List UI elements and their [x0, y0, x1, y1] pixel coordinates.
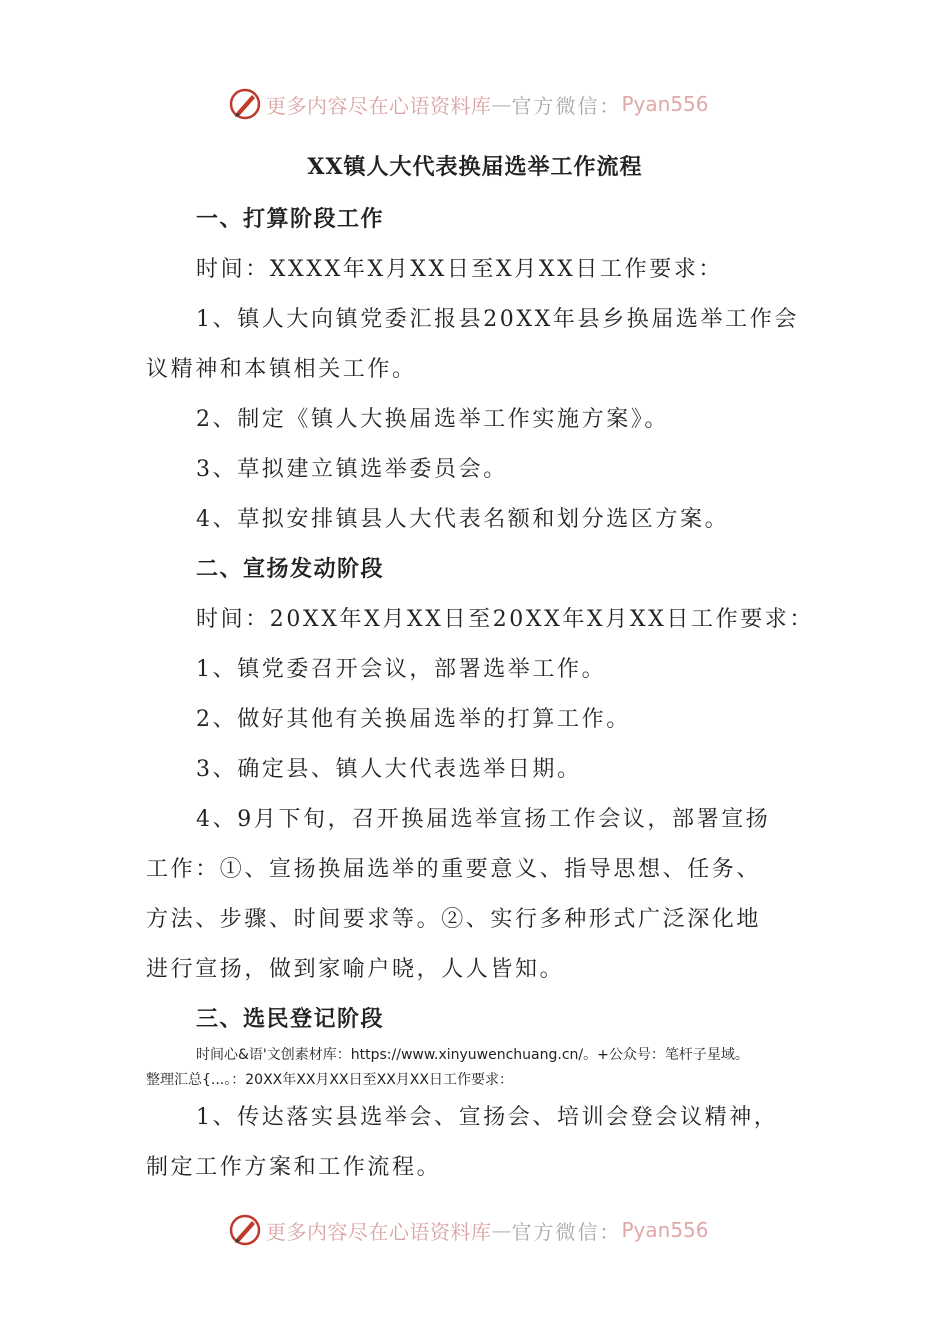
section-1-item-1-cont: 议精神和本镇相关工作。 [146, 357, 417, 382]
section-3-note-2: 整理汇总{...。：20XX年XX月XX日至XX月XX日工作要求： [146, 1072, 513, 1088]
section-2-item-4-cont-2: 方法、步骤、时间要求等。②、实行多种形式广泛深化地 [146, 907, 762, 932]
footer-banner [228, 1210, 709, 1250]
section-1-heading: 一、打算阶段工作 [196, 206, 385, 232]
section-2-heading: 二、宣扬发动阶段 [196, 556, 385, 582]
section-3-item-1-cont: 制定工作方案和工作流程。 [146, 1155, 442, 1180]
header-banner [228, 84, 709, 124]
banner-dash: — [491, 1218, 512, 1242]
section-1-item-2: 2、制定《镇人大换届选举工作实施方案》。 [196, 407, 669, 432]
section-2-item-4-cont-3: 进行宣扬，做到家喻户晓，人人皆知。 [146, 957, 565, 982]
section-2-item-2: 2、做好其他有关换届选举的打算工作。 [196, 707, 631, 732]
banner-dash: — [491, 92, 512, 116]
section-2-time: 时间：20XX年X月XX日至20XX年X月XX日工作要求： [196, 607, 815, 632]
banner-wechat-id: Pyan556 [621, 92, 709, 116]
section-2-item-4: 4、9月下旬，召开换届选举宣扬工作会议，部署宣扬 [196, 807, 771, 832]
section-1-time: 时间：XXXX年X月XX日至X月XX日工作要求： [196, 257, 724, 282]
pen-logo-icon [228, 1213, 262, 1247]
section-1-item-3: 3、草拟建立镇选举委员会。 [196, 457, 508, 482]
section-2-item-3: 3、确定县、镇人大代表选举日期。 [196, 757, 582, 782]
pen-logo-icon [228, 87, 262, 121]
section-1-item-4: 4、草拟安排镇县人大代表名额和划分选区方案。 [196, 507, 730, 532]
section-2-item-1: 1、镇党委召开会议，部署选举工作。 [196, 657, 607, 682]
banner-wechat-id: Pyan556 [621, 1218, 709, 1242]
section-2-item-4-cont-1: 工作：①、宣扬换届选举的重要意义、指导思想、任务、 [146, 857, 762, 882]
banner-wechat-label: 官方微信： [511, 1219, 622, 1244]
banner-text: 更多内容尽在心语资料库 [266, 1219, 492, 1244]
section-1-item-1: 1、镇人大向镇党委汇报县20XX年县乡换届选举工作会 [196, 307, 799, 332]
banner-text: 更多内容尽在心语资料库 [266, 93, 492, 118]
section-3-item-1: 1、传达落实县选举会、宣扬会、培训会登会议精神， [196, 1105, 779, 1130]
section-3-note-1: 时间心&语'文创素材库：https://www.xinyuwenchuang.cn/。+公众号：笔杆子星域。 [196, 1047, 749, 1063]
document-title: XX镇人大代表换届选举工作流程 [307, 154, 643, 180]
section-3-heading: 三、选民登记阶段 [196, 1006, 385, 1032]
banner-wechat-label: 官方微信： [511, 93, 622, 118]
